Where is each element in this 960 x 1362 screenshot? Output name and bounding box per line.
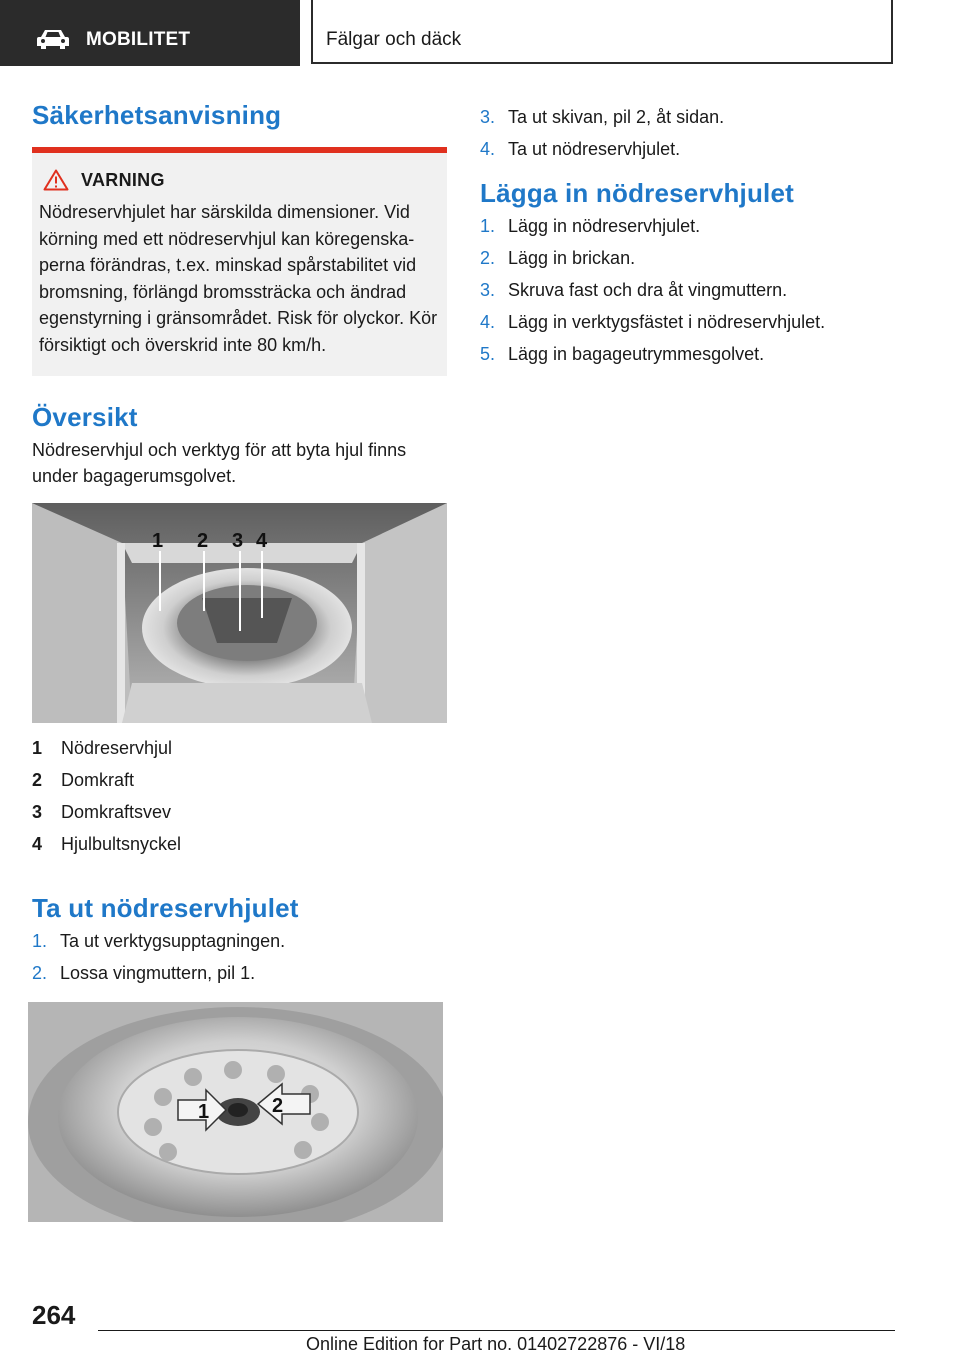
photo1-label-1: 1 bbox=[152, 530, 164, 552]
step-item bbox=[480, 136, 900, 162]
step-number: 3. bbox=[480, 280, 496, 300]
step-number: 2. bbox=[32, 963, 48, 983]
step-number: 3. bbox=[480, 107, 496, 127]
legend-text: Hjulbultsnyckel bbox=[61, 834, 182, 854]
footer-divider bbox=[98, 1330, 895, 1331]
photo2-label-1: 1 bbox=[198, 1101, 210, 1123]
photo1-legend bbox=[32, 735, 447, 863]
legend-number: 3 bbox=[32, 802, 43, 822]
step-text: Ta ut nödreservhjulet. bbox=[508, 139, 681, 159]
legend-number: 4 bbox=[32, 834, 43, 854]
step-number: 2. bbox=[480, 248, 496, 268]
step-item bbox=[480, 341, 900, 367]
step-item bbox=[32, 960, 447, 986]
spare-wheel-trunk-photo bbox=[32, 503, 447, 723]
legend-item bbox=[32, 735, 447, 761]
remove-steps bbox=[32, 928, 447, 986]
insert-steps bbox=[480, 213, 900, 367]
header-chapter-box bbox=[311, 0, 893, 64]
safety-heading: Säkerhetsanvisning bbox=[32, 100, 282, 130]
step-number: 1. bbox=[480, 216, 496, 236]
step-item bbox=[480, 213, 900, 239]
overview-heading: Översikt bbox=[32, 402, 138, 432]
step-item bbox=[480, 104, 900, 130]
legend-item bbox=[32, 799, 447, 825]
legend-text: Domkraft bbox=[61, 770, 135, 790]
step-text: Skruva fast och dra åt vingmuttern. bbox=[508, 280, 788, 300]
step-text: Lägg in brickan. bbox=[508, 248, 636, 268]
right-column bbox=[480, 100, 900, 373]
step-number: 4. bbox=[480, 139, 496, 159]
warning-text: Nödreservhjulet har särskilda dimensioner. Vid körning med ett nödreservhjul kan köregenska-perna förändras, t.ex. minskad spårstabilitet vid bromsning, förlängd bromssträcka och ändrad egenstyrning i gränsområdet. Risk för olyckor. Kör försiktigt och överskrid inte 80 km/h. bbox=[39, 202, 438, 355]
step-text: Ta ut verktygsupptagningen. bbox=[60, 931, 286, 951]
remove-heading: Ta ut nödreservhjulet bbox=[32, 893, 299, 923]
step-text: Lägg in nödreservhjulet. bbox=[508, 216, 701, 236]
step-text: Lägg in bagageutrymmesgolvet. bbox=[508, 344, 765, 364]
warning-title: VARNING bbox=[81, 169, 165, 190]
section-title: MOBILITET bbox=[86, 29, 191, 50]
photo1-label-3: 3 bbox=[232, 530, 244, 552]
step-item bbox=[480, 245, 900, 271]
warning-box bbox=[32, 147, 447, 376]
chapter-title: Fälgar och däck bbox=[326, 29, 462, 50]
step-item bbox=[480, 277, 900, 303]
step-text: Lägg in verktygsfästet i nödreservhjulet. bbox=[508, 312, 826, 332]
step-number: 1. bbox=[32, 931, 48, 951]
page-number: 264 bbox=[32, 1300, 76, 1330]
remove-section bbox=[32, 893, 447, 992]
legend-text: Nödreservhjul bbox=[61, 738, 173, 758]
warning-header bbox=[43, 169, 439, 191]
left-column bbox=[32, 100, 447, 489]
header-section-tab bbox=[0, 0, 300, 66]
warning-triangle-icon bbox=[43, 169, 69, 191]
legend-number: 2 bbox=[32, 770, 43, 790]
insert-heading: Lägga in nödreservhjulet bbox=[480, 178, 794, 208]
legend-text: Domkraftsvev bbox=[61, 802, 172, 822]
step-item bbox=[32, 928, 447, 954]
step-text: Lossa vingmuttern, pil 1. bbox=[60, 963, 256, 983]
legend-item bbox=[32, 831, 447, 857]
photo1-label-2: 2 bbox=[197, 530, 209, 552]
car-icon bbox=[36, 28, 70, 50]
legend-number: 1 bbox=[32, 738, 43, 758]
step-number: 5. bbox=[480, 344, 496, 364]
legend-item bbox=[32, 767, 447, 793]
remove-steps-continued bbox=[480, 104, 900, 162]
photo1-label-4: 4 bbox=[256, 530, 268, 552]
step-number: 4. bbox=[480, 312, 496, 332]
step-text: Ta ut skivan, pil 2, åt sidan. bbox=[508, 107, 725, 127]
step-item bbox=[480, 309, 900, 335]
overview-text: Nödreservhjul och verktyg för att byta hjul finns under bagagerumsgolvet. bbox=[32, 440, 407, 486]
wing-nut-arrows-photo bbox=[28, 1002, 443, 1222]
footer-edition: Online Edition for Part no. 01402722876 - VI/18 bbox=[306, 1334, 686, 1354]
photo2-label-2: 2 bbox=[272, 1095, 284, 1117]
